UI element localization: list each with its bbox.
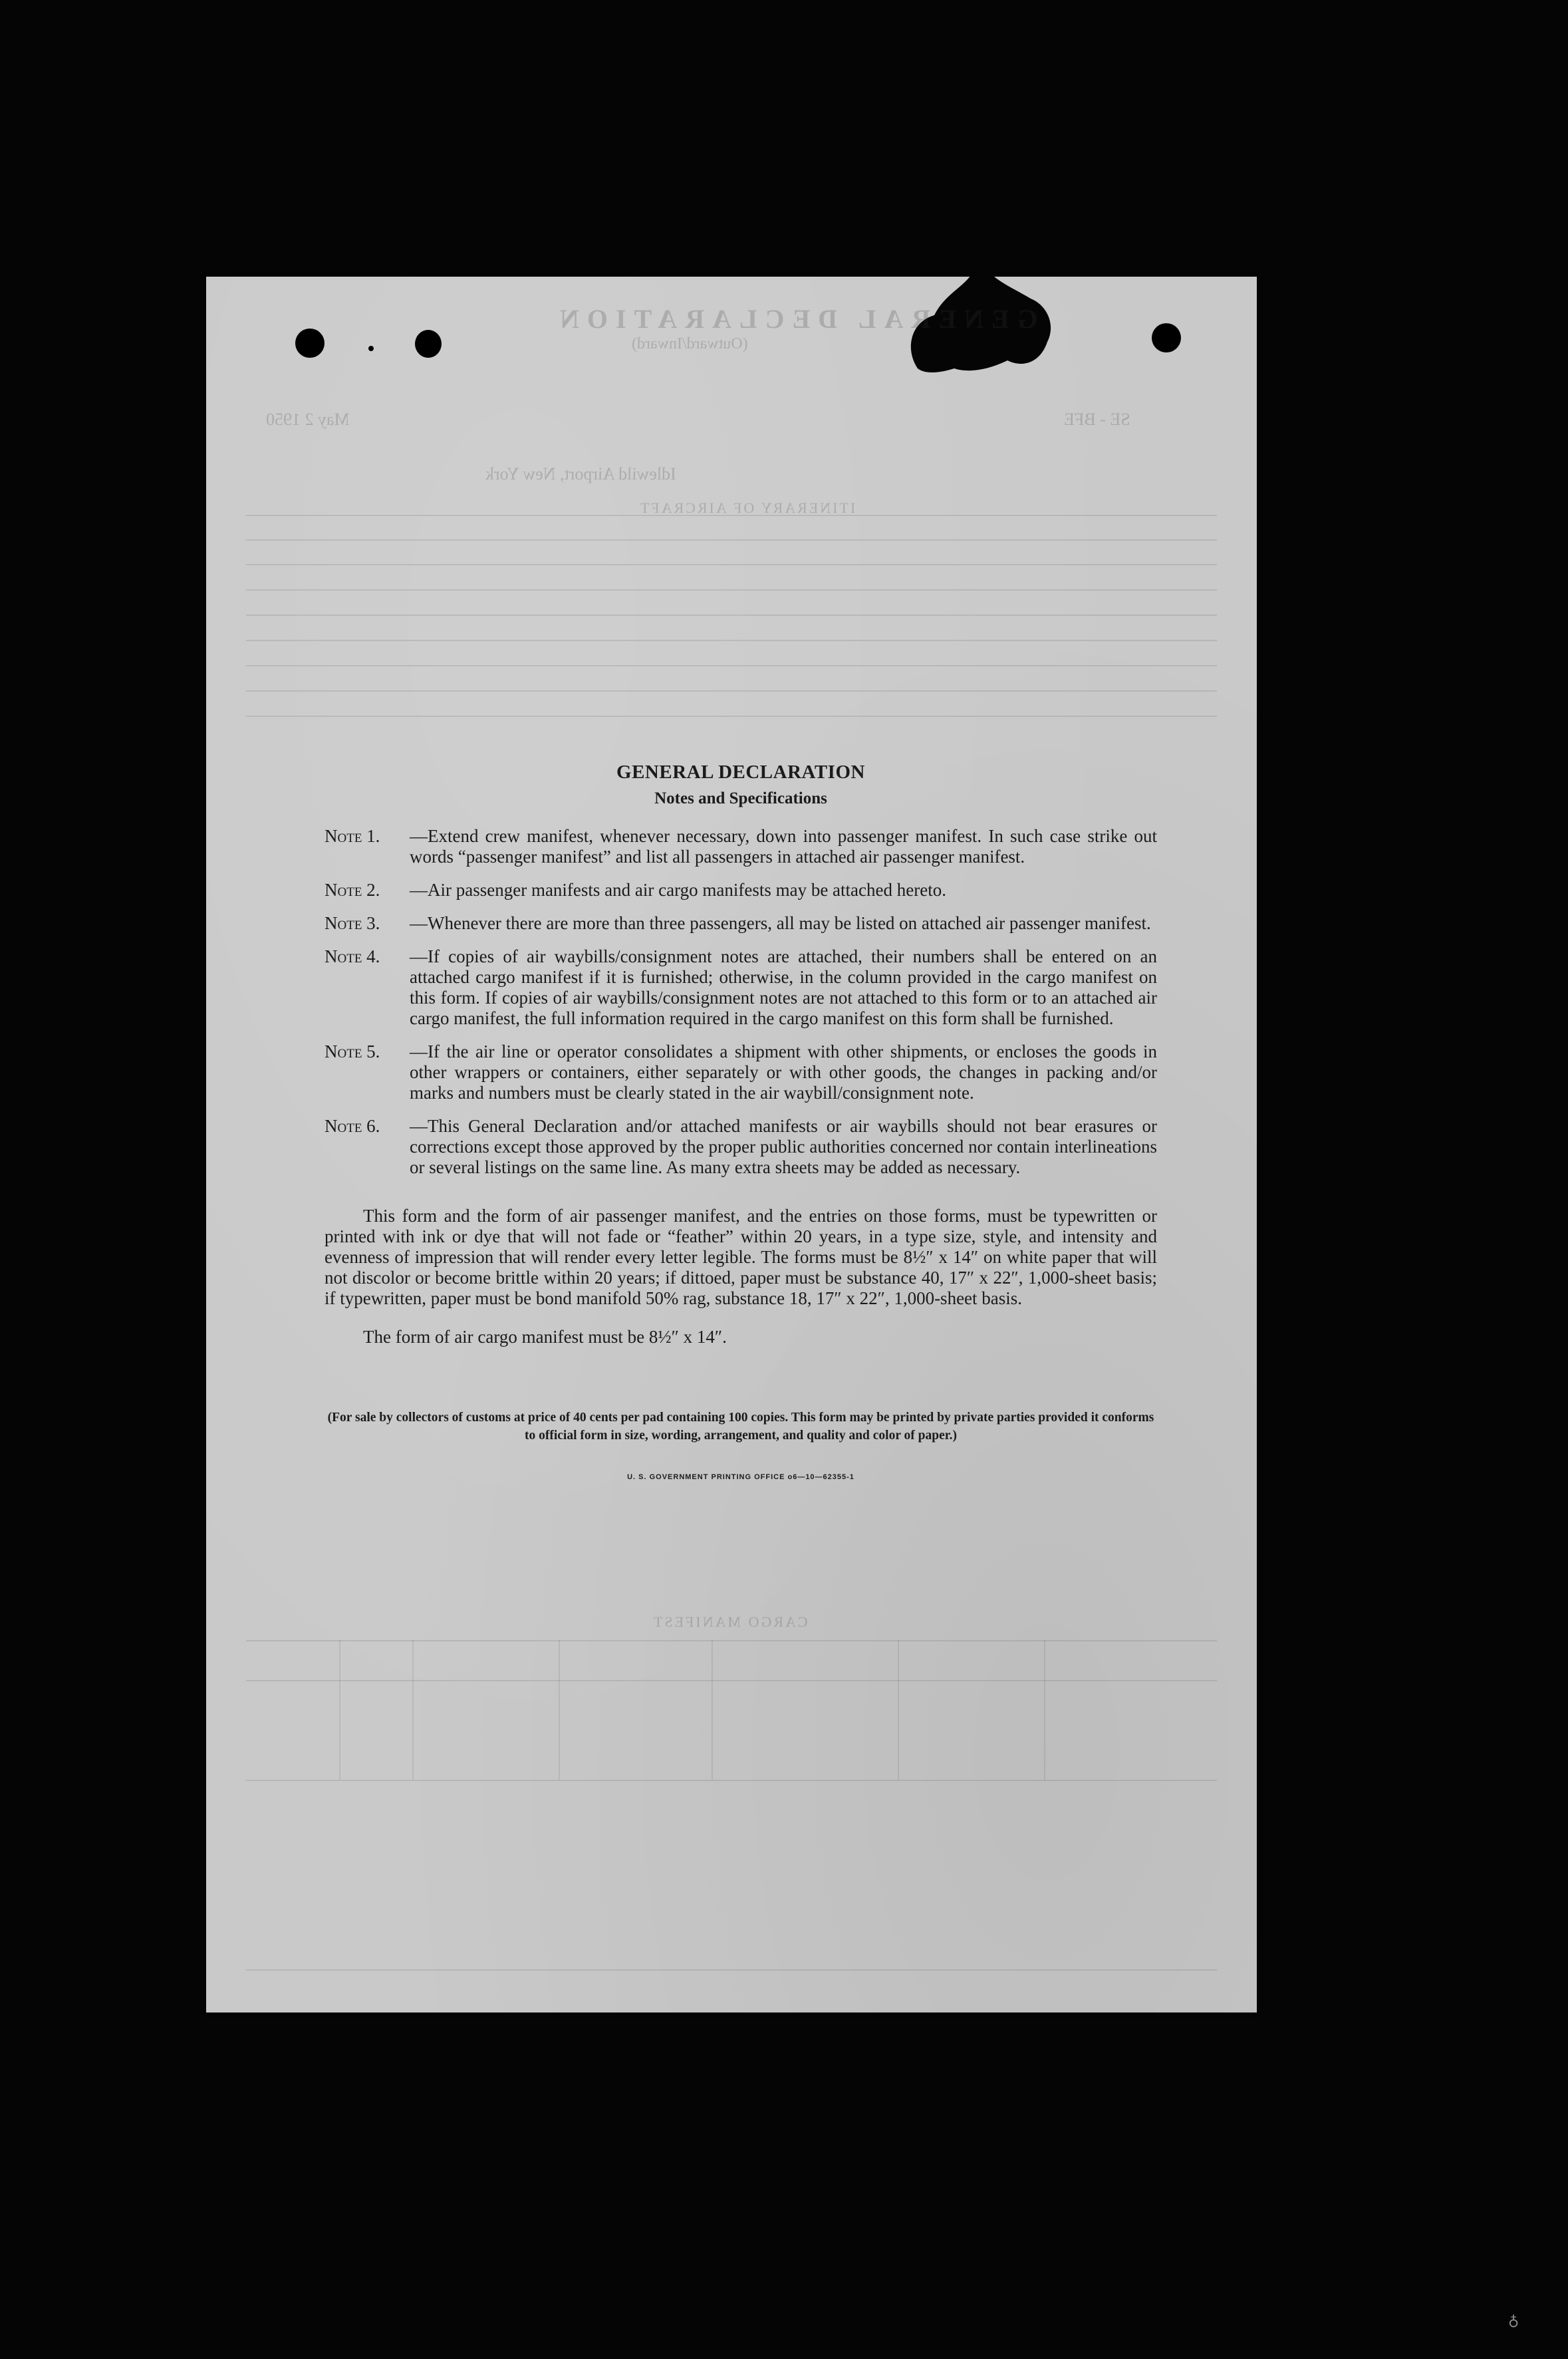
note-text: —Whenever there are more than three passengers, all may be listed on attached air passenger manifest. xyxy=(410,913,1151,933)
bleed-rule xyxy=(246,1680,1217,1681)
note-1 xyxy=(325,826,1157,867)
form-requirements-paragraph: This form and the form of air passenger manifest, and the entries on those forms, must be typewritten or printed with ink or dye that will not fade or “feather” within 20 years, in a type size, style, and intensity and evenness of impression that will render every letter legible. The forms must be 8½″ x 14″ on white paper that will not discolor or become brittle within 20 years; if dittoed, paper must be substance 40, 17″ x 22″, 1,000-sheet basis; if typewritten, paper must be bond manifold 50% rag, substance 18, 17″ x 22″, 1,000-sheet basis. xyxy=(325,1206,1157,1308)
note-text: —This General Declaration and/or attached manifests or air waybills should not bear erasures or corrections except those approved by the proper public authorities concerned nor contain interlineations or several listings on the same line. As many extra sheets may be added as necessary. xyxy=(410,1116,1157,1177)
bleed-rule xyxy=(246,665,1217,666)
bleed-itinerary-heading: ITINERARY OF AIRCRAFT xyxy=(638,499,856,516)
note-label: Note 5. xyxy=(325,1041,380,1061)
punch-hole xyxy=(415,330,442,358)
bleed-cargo-heading: CARGO MANIFEST xyxy=(652,1613,808,1630)
bleed-header-title: GENERAL DECLARATION xyxy=(552,304,1038,334)
bleed-rule xyxy=(246,690,1217,692)
punch-hole xyxy=(1152,323,1181,352)
note-5 xyxy=(325,1041,1157,1103)
note-text: —Extend crew manifest, whenever necessary, down into passenger manifest. In such case strike out words “passenger manifest” and list all passengers in attached air passenger manifest. xyxy=(410,826,1157,867)
note-6 xyxy=(325,1116,1157,1178)
note-3 xyxy=(325,913,1157,934)
note-text: —If copies of air waybills/consignment notes are attached, their numbers shall be entered on an attached cargo manifest if it is furnished; otherwise, in the column provided in the cargo manifest on this form. If copies of air waybills/consignment notes are not attached to this form or to an attached air cargo manifest, the full information required in the cargo manifest on this form shall be furnished. xyxy=(410,946,1157,1028)
printing-office-line: U. S. GOVERNMENT PRINTING OFFICE o6—10—62355-1 xyxy=(627,1473,854,1481)
bleed-aircraft-reg: SE - BFE xyxy=(1064,410,1130,429)
bleed-column-rule xyxy=(1044,1640,1045,1780)
punch-dot xyxy=(368,346,374,351)
note-text: —If the air line or operator consolidates a shipment with other shipments, or encloses the goods in other wrappers or containers, either separately or with other goods, the changes in packing and/or marks and numbers must be clearly stated in the air waybill/consignment note. xyxy=(410,1041,1157,1103)
note-label: Note 3. xyxy=(325,913,380,933)
bleed-rule xyxy=(246,589,1217,591)
bleed-rule xyxy=(246,1969,1217,1971)
corner-mark: ♁ xyxy=(1508,2314,1519,2331)
bleed-rule xyxy=(246,615,1217,616)
bleed-column-rule xyxy=(898,1640,899,1780)
document-title: GENERAL DECLARATION xyxy=(616,762,865,783)
note-label: Note 2. xyxy=(325,880,380,900)
bleed-rule xyxy=(246,640,1217,641)
bleed-column-rule xyxy=(559,1640,560,1780)
bleed-rule xyxy=(246,1640,1217,1641)
bleed-date: May 2 1950 xyxy=(266,410,350,429)
note-label: Note 6. xyxy=(325,1116,380,1136)
cargo-manifest-size-line: The form of air cargo manifest must be 8½″ x 14″. xyxy=(363,1327,727,1347)
note-text: —Air passenger manifests and air cargo manifests may be attached hereto. xyxy=(410,880,946,900)
bleed-rule xyxy=(246,515,1217,516)
sale-note: (For sale by collectors of customs at price of 40 cents per pad containing 100 copies. This form may be printed by private parties provided it conforms to official form in size, wording, arrangement, and quality and color of paper.) xyxy=(327,1411,1154,1443)
bleed-rule xyxy=(246,1780,1217,1781)
bleed-rule xyxy=(246,539,1217,541)
bleed-column-rule xyxy=(412,1640,414,1780)
bleed-column-rule xyxy=(339,1640,340,1780)
note-4 xyxy=(325,946,1157,1029)
bleed-rule xyxy=(246,716,1217,717)
note-label: Note 4. xyxy=(325,946,380,966)
bleed-place: Idlewild Airport, New York xyxy=(485,464,676,484)
bleed-column-rule xyxy=(712,1640,713,1780)
note-label: Note 1. xyxy=(325,826,380,846)
document-sheet xyxy=(206,277,1257,2012)
punch-hole xyxy=(295,329,325,358)
note-2 xyxy=(325,880,1157,901)
bleed-rule xyxy=(246,564,1217,565)
bleed-header-sub: (Outward/Inward) xyxy=(632,335,748,352)
document-body xyxy=(325,762,1157,1488)
document-subtitle: Notes and Specifications xyxy=(654,789,827,807)
